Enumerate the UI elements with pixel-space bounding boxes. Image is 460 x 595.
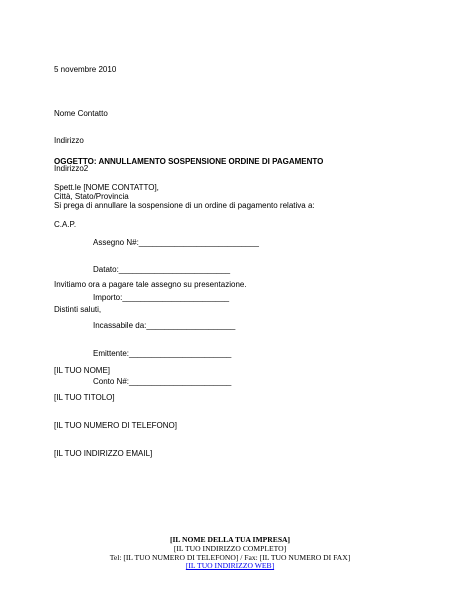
signature-line: [IL TUO NOME]	[54, 365, 111, 375]
address-line: Nome Contatto	[54, 108, 108, 118]
address-line: C.A.P.	[54, 220, 77, 230]
check-field: Datato:_________________________	[93, 265, 231, 275]
address-line: Indirizzo2	[54, 164, 89, 174]
letter-subject: OGGETTO: ANNULLAMENTO SOSPENSIONE ORDINE DI PAGAMENTO	[54, 157, 324, 166]
letter-closing: Distinti saluti,	[54, 305, 102, 314]
address-line: Città, Stato/Provincia	[54, 192, 129, 202]
footer-address: [IL TUO INDIRIZZO COMPLETO]	[173, 543, 287, 553]
footer-contacts: Tel: [IL TUO NUMERO DI TELEFONO] / Fax: [IL TUO NUMERO DI FAX]	[109, 552, 351, 562]
footer-web-link[interactable]: [IL TUO INDIRIZZO WEB]	[185, 561, 275, 571]
signature-line: [IL TUO INDIRIZZO EMAIL]	[54, 449, 153, 459]
signature-block	[54, 347, 177, 477]
check-field: Assegno N#:___________________________	[93, 237, 259, 247]
check-field: Emittente:_______________________	[93, 349, 232, 359]
letter-invite: Invitiamo ora a pagare tale assegno su presentazione.	[54, 280, 247, 289]
letter-salutation: Spett.le [NOME CONTATTO],	[54, 183, 159, 192]
check-field: Importo:________________________	[93, 293, 230, 303]
check-field: Conto N#:_______________________	[93, 377, 232, 387]
check-field: Incassabile da:____________________	[93, 321, 236, 331]
signature-line: [IL TUO TITOLO]	[54, 393, 115, 403]
letter-date: 5 novembre 2010	[54, 65, 117, 74]
letter-intro: Si prega di annullare la sospensione di un ordine di pagamento relativa a:	[54, 201, 315, 210]
letterhead-footer	[0, 536, 460, 571]
footer-company: [IL NOME DELLA TUA IMPRESA]	[169, 535, 291, 544]
signature-line: [IL TUO NUMERO DI TELEFONO]	[54, 421, 177, 431]
address-line: Indirizzo	[54, 136, 84, 146]
